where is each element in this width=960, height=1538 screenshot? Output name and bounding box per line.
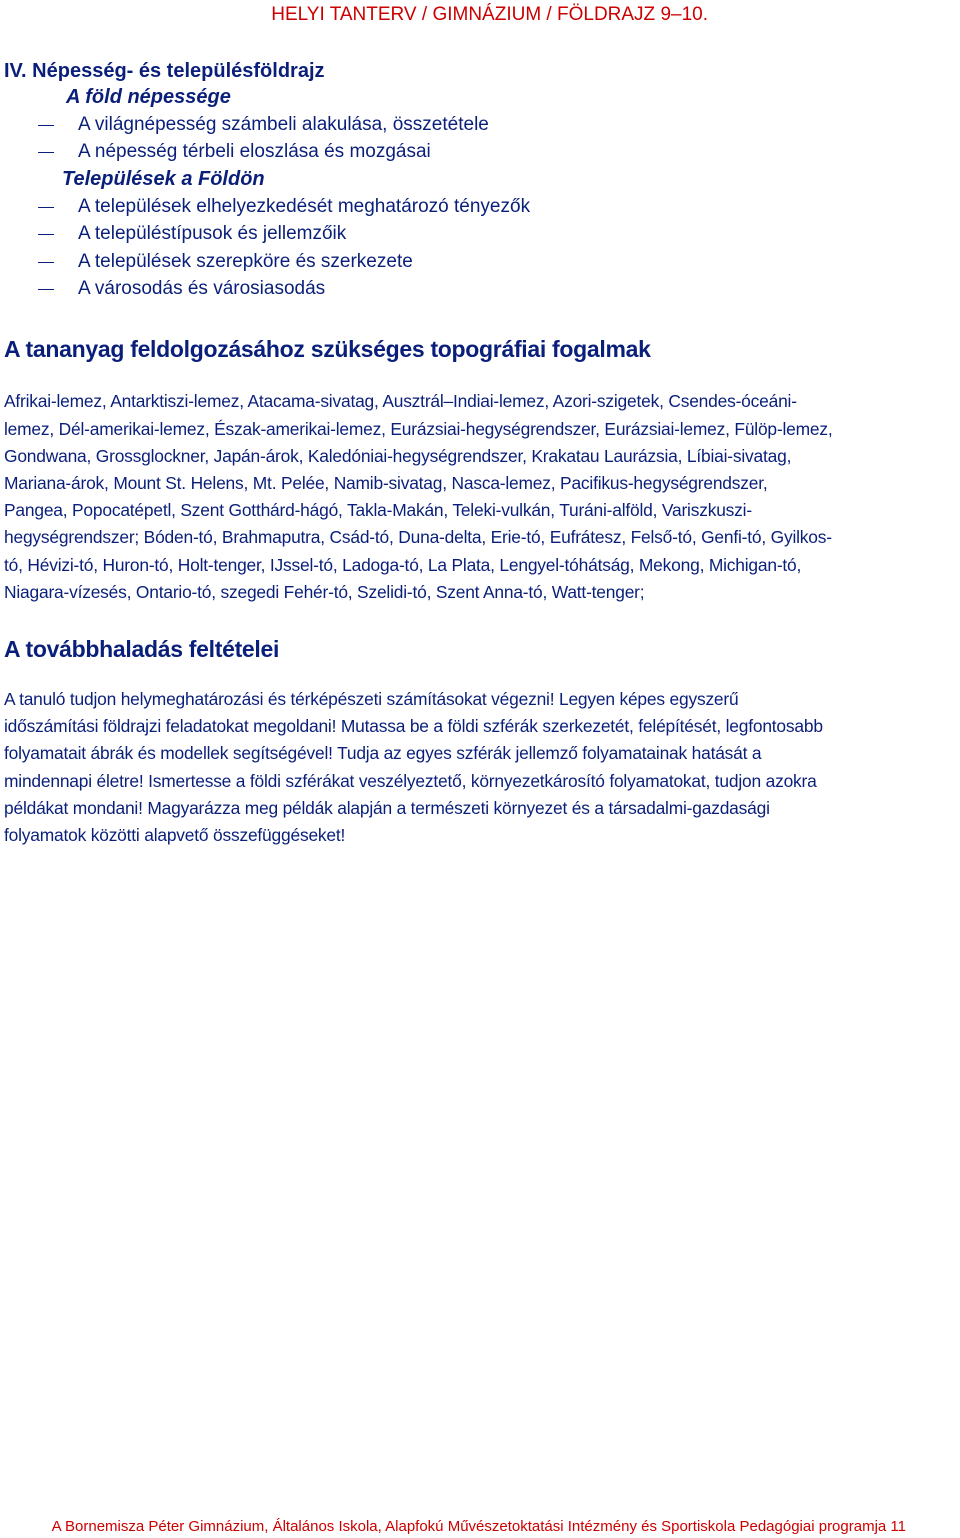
page-content [4, 58, 956, 849]
conditions-heading: A továbbhaladás feltételei [4, 636, 280, 663]
settlement-topic-list [4, 193, 956, 303]
text-line: Niagara-vízesés, Ontario-tó, szegedi Fehér-tó, Szelidi-tó, Szent Anna-tó, Watt-tenger; [4, 581, 645, 602]
topography-paragraph [4, 388, 956, 606]
list-item [4, 138, 956, 165]
text-line: hegységrendszer; Bóden-tó, Brahmaputra, Csád-tó, Duna-delta, Erie-tó, Eufrátesz, Felső-tó, Genfi-tó, Gyilkos- [4, 527, 832, 548]
conditions-paragraph [4, 686, 956, 849]
list-item-text: A világnépesség számbeli alakulása, összetétele [78, 114, 489, 135]
list-item-text: A népesség térbeli eloszlása és mozgásai [78, 141, 431, 163]
text-line: tó, Hévizi-tó, Huron-tó, Holt-tenger, IJssel-tó, Ladoga-tó, La Plata, Lengyel-tóhátság, Mekong, Michigan-tó, [4, 554, 802, 575]
text-line: Pangea, Popocatépetl, Szent Gotthárd-hágó, Takla-Makán, Teleki-vulkán, Turáni-alföld, Variszkuszi- [4, 500, 752, 521]
list-item-text: A városodás és városiasodás [78, 278, 326, 300]
text-line: mindennapi életre! Ismertesse a földi szférákat veszélyeztető, környezetkárosító folyamatokat, tudjon azokra [4, 770, 817, 791]
dash-bullet-icon [38, 207, 54, 208]
text-line: Gondwana, Grossglockner, Japán-árok, Kaledóniai-hegységrendszer, Krakatau Laurázsia, Líbiai-sivatag, [4, 445, 792, 466]
subsection-title-settlements: Települések a Földön [62, 167, 265, 190]
topography-heading: A tananyag feldolgozásához szükséges topográfiai fogalmak [4, 336, 651, 363]
text-line: Afrikai-lemez, Antarktiszi-lemez, Atacama-sivatag, Ausztrál–Indiai-lemez, Azori-szigetek, Csendes-óceáni- [4, 391, 797, 412]
list-item-text: A települések szerepköre és szerkezete [78, 250, 413, 272]
dash-bullet-icon [38, 262, 54, 263]
dash-bullet-icon [38, 152, 54, 153]
section-title: IV. Népesség- és településföldrajz [4, 60, 325, 82]
dash-bullet-icon [38, 289, 54, 290]
text-line: időszámítási földrajzi feladatokat megoldani! Mutassa be a földi szférák szerkezetét, felépítését, legfontosabb [4, 716, 823, 737]
list-item-text: A településtípusok és jellemzőik [78, 223, 347, 245]
population-topic-list [4, 111, 956, 166]
text-line: A tanuló tudjon helymeghatározási és térképészeti számításokat végezni! Legyen képes egyszerű [4, 689, 739, 710]
list-item [4, 248, 956, 275]
list-item [4, 220, 956, 247]
list-item [4, 111, 956, 138]
subsection-title-population: A föld népessége [66, 86, 231, 108]
page-footer: A Bornemisza Péter Gimnázium, Általános Iskola, Alapfokú Művészetoktatási Intézmény és Sportiskola Pedagógiai programja 11 [51, 1518, 906, 1535]
dash-bullet-icon [38, 125, 54, 126]
text-line: Mariana-árok, Mount St. Helens, Mt. Pelée, Namib-sivatag, Nasca-lemez, Pacifikus-hegységrendszer, [4, 473, 768, 494]
page-header: HELYI TANTERV / GIMNÁZIUM / FÖLDRAJZ 9–10. [271, 4, 708, 25]
list-item-text: A települések elhelyezkedését meghatározó tényezők [78, 195, 531, 217]
list-item [4, 193, 956, 220]
text-line: lemez, Dél-amerikai-lemez, Észak-amerikai-lemez, Eurázsiai-hegységrendszer, Eurázsiai-lemez, Fülöp-lemez, [4, 418, 833, 439]
list-item [4, 275, 956, 302]
dash-bullet-icon [38, 234, 54, 235]
text-line: folyamatok közötti alapvető összefüggéseket! [4, 825, 346, 846]
text-line: folyamatait ábrák és modellek segítségével! Tudja az egyes szférák jellemző folyamatainak hatását a [4, 743, 762, 764]
text-line: példákat mondani! Magyarázza meg példák alapján a természeti környezet és a társadalmi-gazdasági [4, 797, 770, 818]
